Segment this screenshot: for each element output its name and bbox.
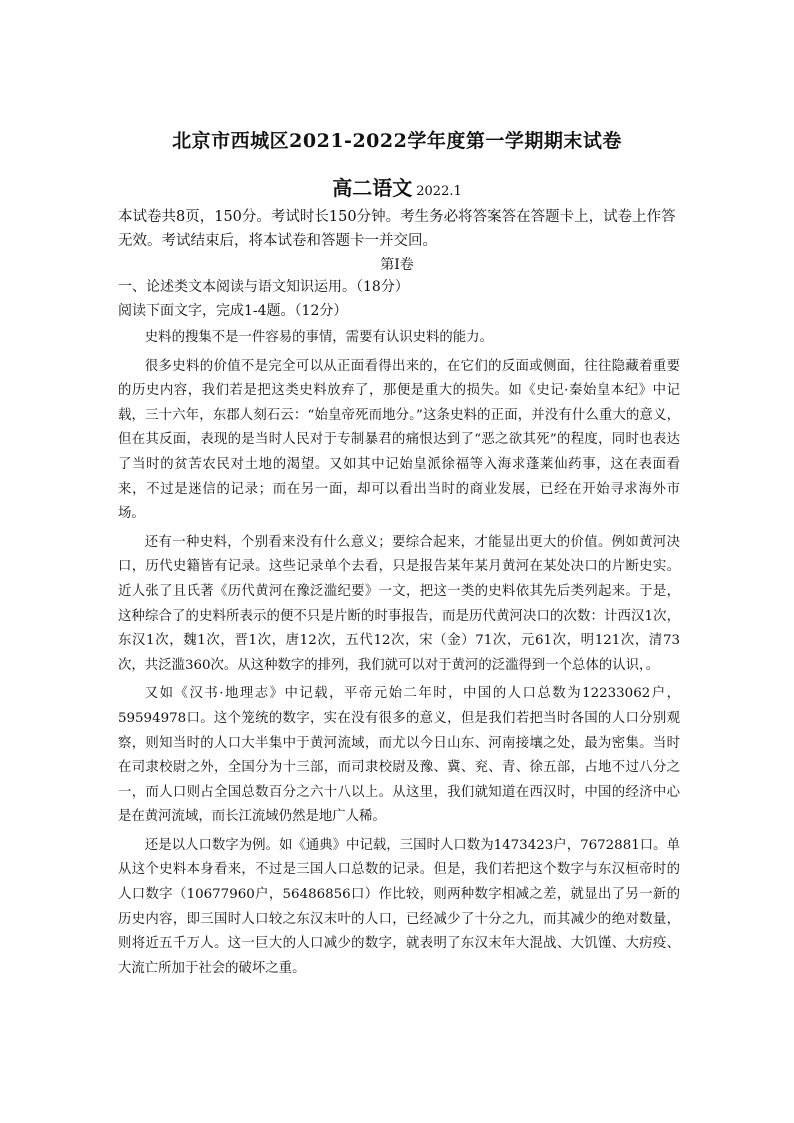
reading-passage	[118, 326, 680, 981]
exam-subtitle	[0, 172, 794, 201]
exam-instructions: 本试卷共8页，150分。考试时长150分钟。考生务必将答案答在答题卡上，试卷上作答无效。考试结束后，将本试卷和答题卡一并交回。	[118, 209, 676, 249]
subject-label: 高二语文	[332, 176, 413, 200]
section-heading: 一、论述类文本阅读与语文知识运用。（18分）	[118, 279, 409, 295]
passage-paragraph: 史料的搜集不是一件容易的事情，需要有认识史料的能力。	[144, 330, 493, 345]
passage-paragraph: 又如《汉书·地理志》中记载，平帝元始二年时，中国的人口总数为12233062户，59594978口。这个笼统的数字，实在没有很多的意义，但是我们若把当时各国的人口分别观察，则知当时的人口大半集中于黄河流域，而尤以今日山东、河南接壤之处，最为密集。当时在司隶校尉之外，全国分为十三部，而司隶校尉及豫、冀、兖、青、徐五部，占地不过八分之一，而人口则占全国总数百分之六十八以上。从这里，我们就知道在西汉时，中国的经济中心是在黄河流域，而长江流域仍然是地广人稀。	[118, 686, 680, 825]
passage-paragraph: 很多史料的价值不是完全可以从正面看得出来的，在它们的反面或侧面，往往隐藏着重要的历史内容，我们若是把这类史料放弃了，那便是重大的损失。如《史记·秦始皇本纪》中记载，三十六年，东郡人刻石云：“始皇帝死而地分。”这条史料的正面，并没有什么重大的意义，但在其反面，表现的是当时人民对于专制暴君的痛恨达到了“恶之欲其死”的程度，同时也表达了当时的贫苦农民对土地的渴望。又如其中记始皇派徐福等入海求蓬莱仙药事，这在表面看来，不过是迷信的记录；而在另一面，却可以看出当时的商业发展，已经在开始寻求海外市场。	[118, 358, 680, 522]
reading-instruction: 阅读下面文字，完成1-4题。（12分）	[118, 303, 348, 319]
exam-date: 2022.1	[416, 184, 462, 199]
passage-paragraph: 还是以人口数字为例。如《通典》中记载，三国时人口数为1473423户，7672881口。单从这个史料本身看来，不过是三国人口总数的记录。但是，我们若把这个数字与东汉桓帝时的人口数字（10677960户，56486856口）作比较，则两种数字相减之差，就显出了另一新的历史内容，即三国时人口较之东汉末叶的人口，已经减少了十分之九，而其减少的绝对数量，则将近五千万人。这一巨大的人口减少的数字，就表明了东汉末年大混战、大饥馑、大疠疫、大流亡所加于社会的破坏之重。	[118, 837, 680, 976]
volume-label: 第Ⅰ卷	[380, 257, 414, 273]
exam-title: 北京市西城区2021-2022学年度第一学期期末试卷	[172, 130, 622, 152]
passage-paragraph: 还有一种史料，个别看来没有什么意义；要综合起来，才能显出更大的价值。例如黄河决口，历代史籍皆有记录。这些记录单个去看，只是报告某年某月黄河在某处决口的片断史实。近人张了且氏著《历代黄河在豫泛滥纪要》一文，把这一类的史料依其先后类列起来。于是，这种综合了的史料所表示的便不只是片断的时事报告，而是历代黄河决口的次数：计西汉1次，东汉1次，魏1次，晋1次，唐12次，五代12次，宋（金）71次，元61次，明121次，清73次，共泛滥360次。从这种数字的排列，我们就可以对于黄河的泛滥得到一个总体的认识，。	[118, 534, 680, 673]
